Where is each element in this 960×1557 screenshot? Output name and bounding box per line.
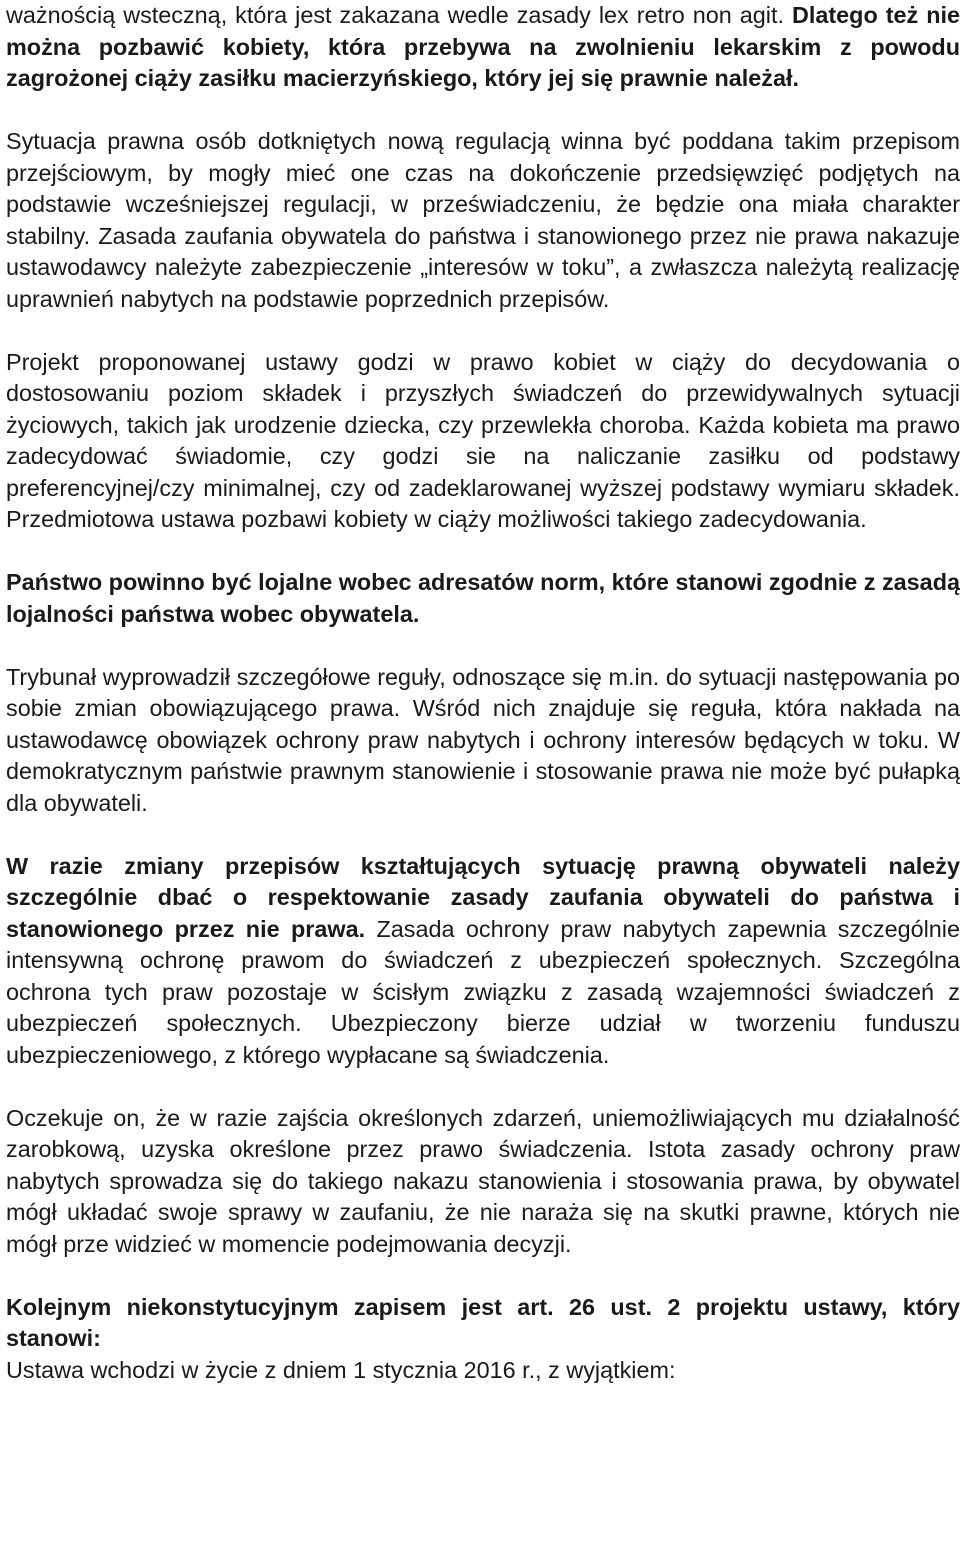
- bold-text-segment: Dlatego też nie można pozbawić kobiety, która przebywa na zwolnieniu lekarskim z powodu zagrożonej ciąży zasiłku macierzyńskiego, który jej się prawnie należał.: [6, 2, 960, 91]
- text-segment: ważnością wsteczną, która jest zakazana wedle zasady lex retro non agit.: [6, 2, 792, 28]
- bold-text-segment: Kolejnym niekonstytucyjnym zapisem jest art. 26 ust. 2 projektu ustawy, który stanowi:: [6, 1293, 960, 1351]
- paragraph-insured-expectations: [6, 1103, 960, 1261]
- paragraph-spacer: [6, 819, 960, 851]
- paragraph-project-critique: [6, 347, 960, 536]
- paragraph-tribunal-rules: [6, 662, 960, 820]
- text-segment: Ustawa wchodzi w życie z dniem 1 stycznia 2016 r., z wyjątkiem:: [6, 1356, 676, 1383]
- text-segment: Projekt proponowanej ustawy godzi w prawo kobiet w ciąży do decydowania o dostosowaniu poziom składek i przyszłych świadczeń do przewidywalnych sytuacji życiowych, takich jak urodzenie dziecka, czy przewlekła choroba. Każda kobieta ma prawo zadecydować świadomie, czy godzi sie na naliczanie zasiłku od podstawy preferencyjnej/czy minimalnej, czy od zadeklarowanej wyższej podstawy wymiaru składek. Przedmiotowa ustawa pozbawi kobiety w ciąży możliwości takiego zadecydowania.: [6, 348, 960, 532]
- paragraph-spacer: [6, 536, 960, 568]
- text-segment: Zasada ochrony praw nabytych zapewnia szczególnie intensywną ochronę prawom do świadczeń z ubezpieczeń społecznych. Szczególna ochrona tych praw pozostaje w ścisłym związku z zasadą wzajemności świadczeń z ubezpieczeń społecznych. Ubezpieczony bierze udział w tworzeniu funduszu ubezpieczeniowego, z którego wypłacane są świadczenia.: [6, 915, 960, 1068]
- text-segment: Sytuacja prawna osób dotkniętych nową regulacją winna być poddana takim przepisom przejściowym, by mogły mieć one czas na dokończenie przedsięwzięć podjętych na podstawie wcześniejszej regulacji, w przeświadczeniu, że będzie ona miała charakter stabilny. Zasada zaufania obywatela do państwa i stanowionego przez nie prawa nakazuje ustawodawcy należyte zabezpieczenie „interesów w toku”, a zwłaszcza należytą realizację uprawnień nabytych na podstawie poprzednich przepisów.: [6, 128, 960, 312]
- paragraph-spacer: [6, 95, 960, 127]
- paragraph-retroactivity: [6, 0, 960, 95]
- bold-text-segment: W razie zmiany przepisów kształtujących sytuację prawną obywateli należy szczególnie dbać o respektowanie zasady zaufania obywateli do państwa i stanowionego przez nie prawa.: [6, 852, 960, 942]
- paragraph-transitional-provisions: [6, 126, 960, 315]
- paragraph-spacer: [6, 315, 960, 347]
- paragraph-effective-date: [6, 1355, 960, 1387]
- paragraph-state-loyalty: [6, 567, 960, 630]
- paragraph-acquired-rights: [6, 851, 960, 1072]
- document-page: [6, 0, 960, 1386]
- text-segment: Trybunał wyprowadził szczegółowe reguły, odnoszące się m.in. do sytuacji następowania po sobie zmian obowiązującego prawa. Wśród nich znajduje się reguła, która nakłada na ustawodawcę obowiązek ochrony praw nabytych i ochrony interesów będących w toku. W demokratycznym państwie prawnym stanowienie i stosowanie prawa nie może być pułapką dla obywateli.: [6, 663, 960, 816]
- paragraph-spacer: [6, 630, 960, 662]
- text-segment: Oczekuje on, że w razie zajścia określonych zdarzeń, uniemożliwiających mu działalność zarobkową, uzyska określone przez prawo świadczenia. Istota zasady ochrony praw nabytych sprowadza się do takiego nakazu stanowienia i stosowania prawa, by obywatel mógł układać swoje sprawy w zaufaniu, że nie naraża się na skutki prawne, których nie mógł prze widzieć w momencie podejmowania decyzji.: [6, 1104, 960, 1257]
- bold-text-segment: Państwo powinno być lojalne wobec adresatów norm, które stanowi zgodnie z zasadą lojalności państwa wobec obywatela.: [6, 569, 960, 627]
- paragraph-art26-heading: [6, 1292, 960, 1355]
- paragraph-spacer: [6, 1071, 960, 1103]
- paragraph-spacer: [6, 1260, 960, 1292]
